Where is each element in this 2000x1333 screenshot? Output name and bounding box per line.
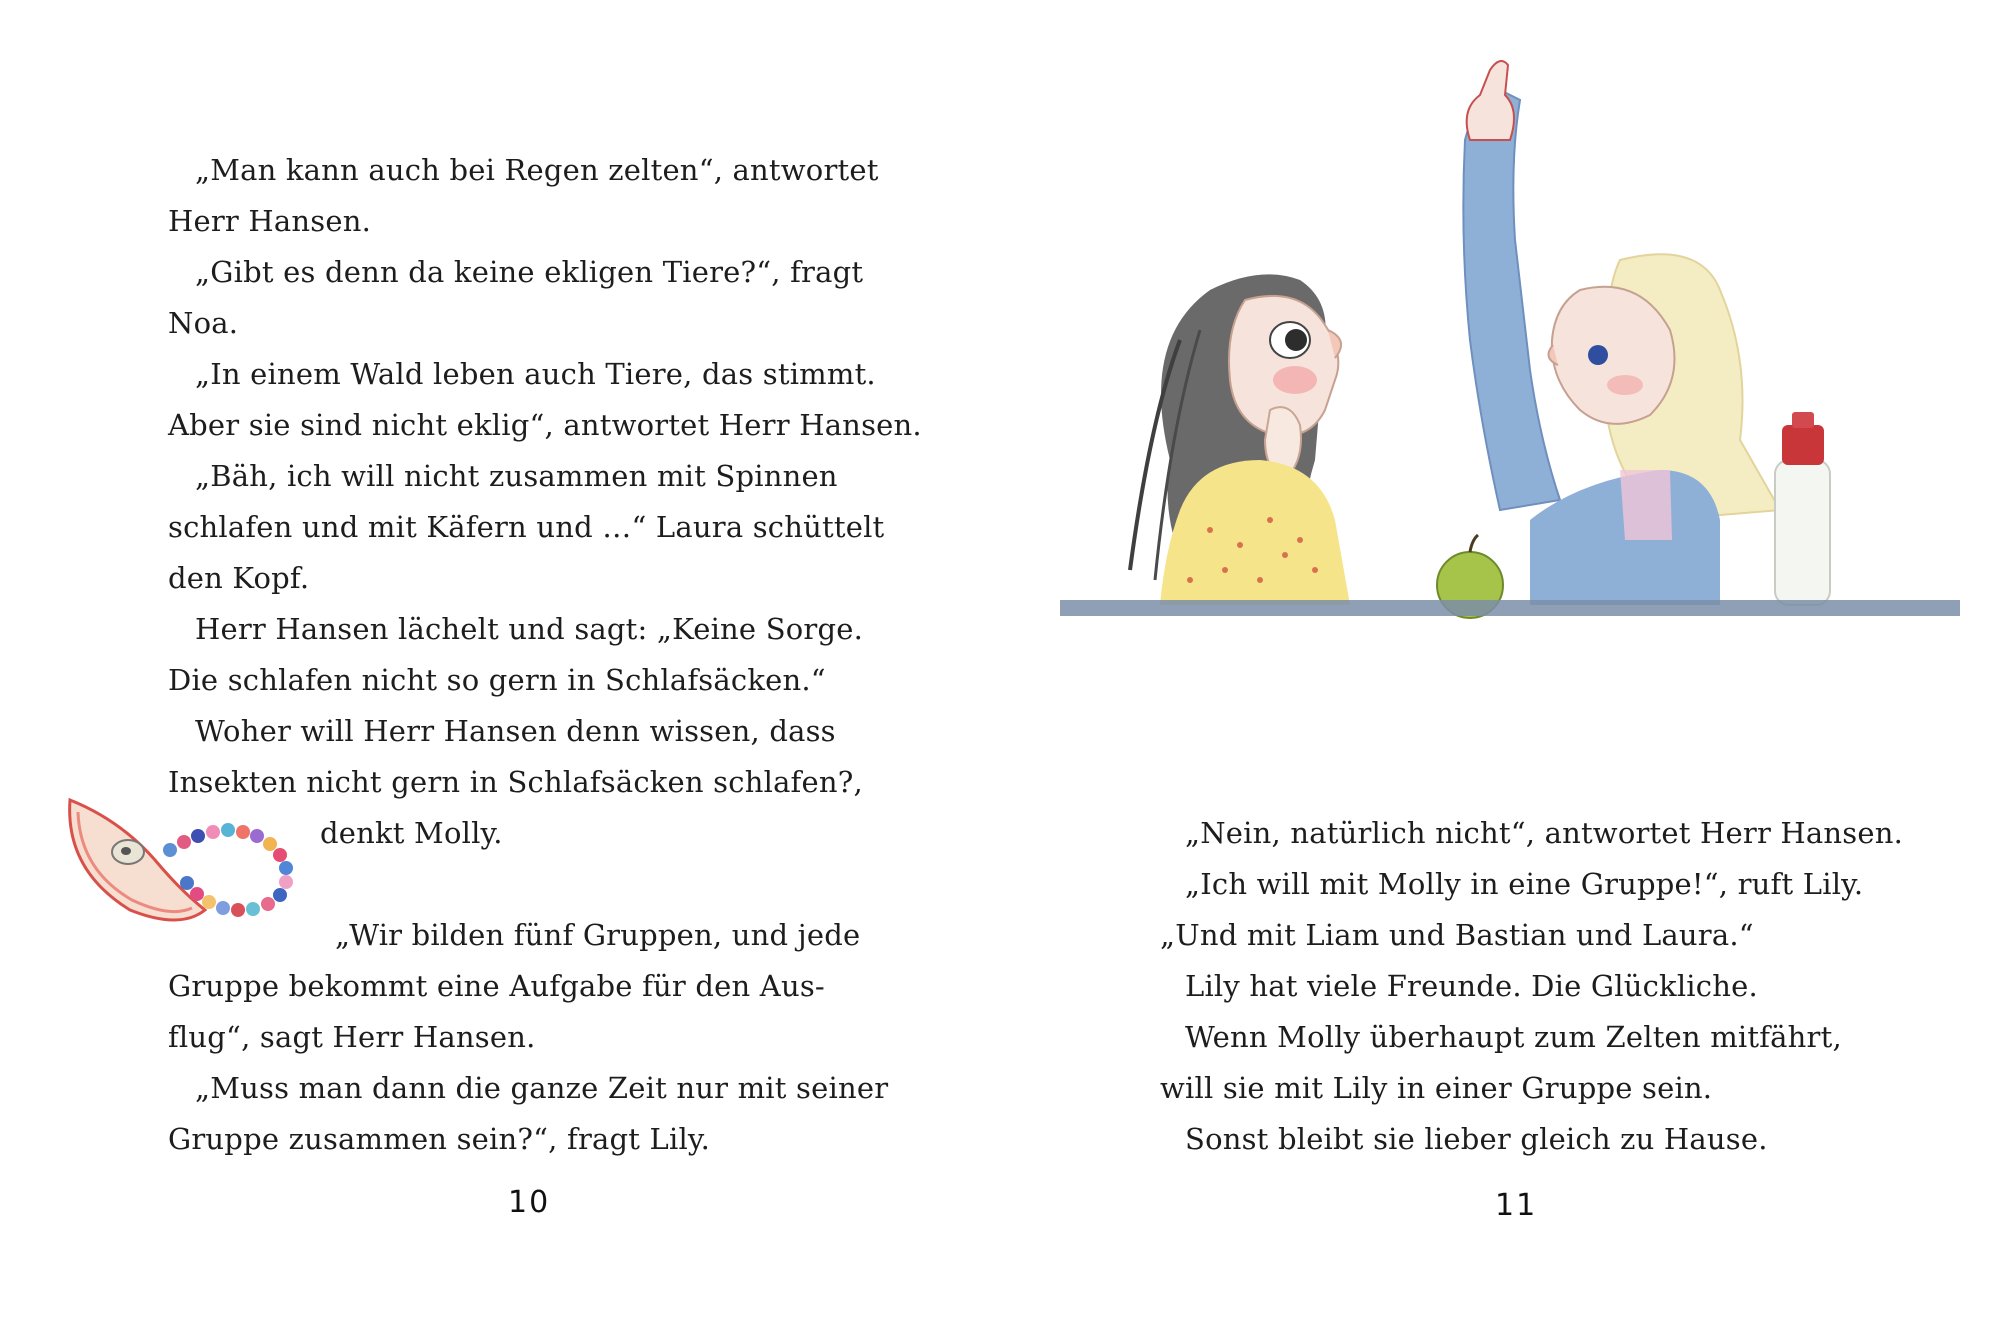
text-line: Sonst bleibt sie lieber gleich zu Hause. [1185,1122,1768,1156]
text-line: Aber sie sind nicht eklig“, antwortet Herr Hansen. [168,408,922,442]
page-number: 11 [1495,1188,1538,1223]
right-page [1000,0,2000,1333]
girls-at-table-illustration [1060,40,1960,720]
text-line: „Wir bilden fünf Gruppen, und jede [335,918,861,952]
text-line: „Man kann auch bei Regen zelten“, antwortet [195,153,879,187]
text-line: Die schlafen nicht so gern in Schlafsäcken.“ [168,663,826,697]
text-line: will sie mit Lily in einer Gruppe sein. [1160,1071,1713,1105]
text-line: Noa. [168,306,239,340]
text-line: „Gibt es denn da keine ekligen Tiere?“, fragt [195,255,864,289]
text-line: Lily hat viele Freunde. Die Glückliche. [1185,969,1758,1003]
text-line: Herr Hansen. [168,204,371,238]
text-line: „Bäh, ich will nicht zusammen mit Spinnen [195,459,838,493]
text-line: Herr Hansen lächelt und sagt: „Keine Sorge. [195,612,864,646]
text-line: „Ich will mit Molly in eine Gruppe!“, ruft Lily. [1185,867,1864,901]
text-line: „Nein, natürlich nicht“, antwortet Herr Hansen. [1185,816,1904,850]
page-number: 10 [508,1185,551,1220]
text-line: Gruppe zusammen sein?“, fragt Lily. [168,1122,711,1156]
text-line: den Kopf. [168,561,310,595]
text-line: schlafen und mit Käfern und …“ Laura schüttelt [168,510,885,544]
apple-and-bracelet-illustration [60,790,320,950]
text-line: „Muss man dann die ganze Zeit nur mit seiner [195,1071,889,1105]
text-line: „In einem Wald leben auch Tiere, das stimmt. [195,357,876,391]
text-line: Gruppe bekommt eine Aufgabe für den Aus- [168,969,825,1003]
text-line: Woher will Herr Hansen denn wissen, dass [195,714,836,748]
text-line: Wenn Molly überhaupt zum Zelten mitfährt, [1185,1020,1842,1054]
text-line: „Und mit Liam und Bastian und Laura.“ [1160,918,1754,952]
text-line: Insekten nicht gern in Schlafsäcken schlafen?, [168,765,863,799]
text-line: denkt Molly. [320,816,503,850]
text-line: flug“, sagt Herr Hansen. [168,1020,536,1054]
